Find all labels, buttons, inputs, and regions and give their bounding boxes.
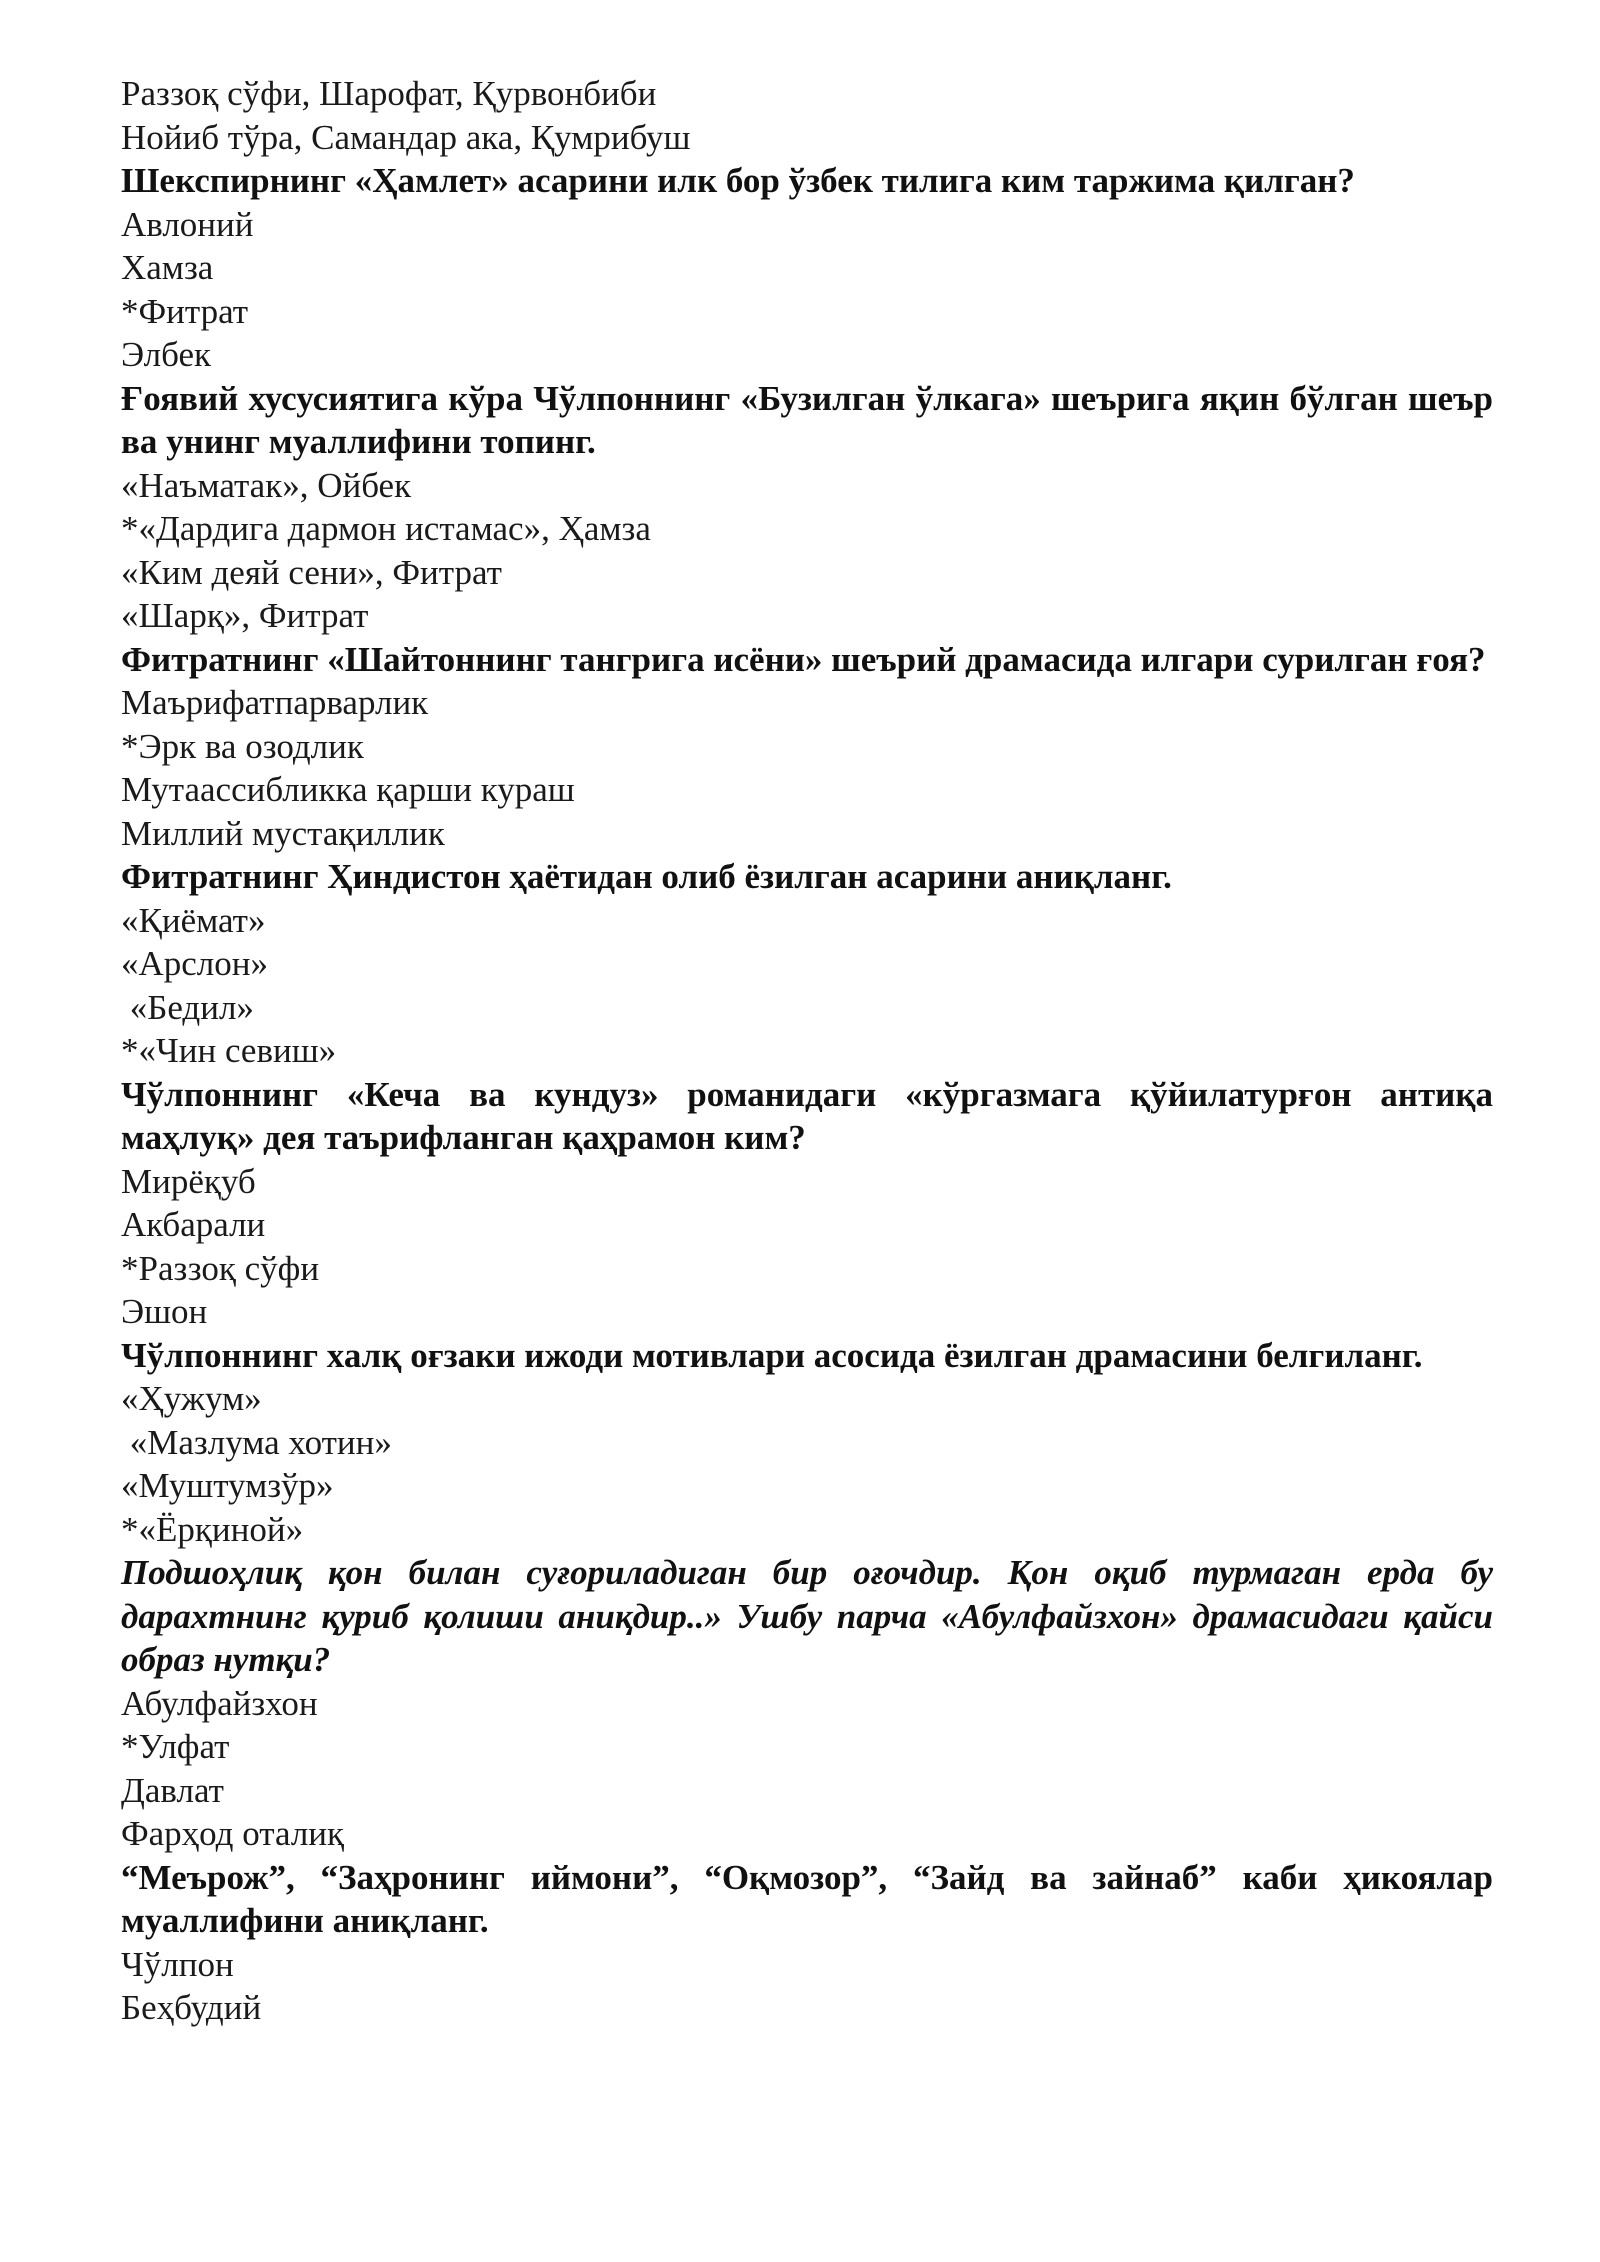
answer-option: Абулфайзхон <box>121 1683 318 1723</box>
answer-option-correct: *«Дардига дармон истамас», Ҳамза <box>121 509 651 548</box>
answer-option-correct: *«Ёрқиной» <box>121 1509 304 1549</box>
document-page <box>121 72 1493 2030</box>
question-text: Фитратнинг «Шайтоннинг тангрига исёни» шеърий драмасида илгари сурилган ғоя? <box>121 639 1486 679</box>
answer-option: Чўлпон <box>121 1944 234 1984</box>
question-text: Чўлпоннинг халқ оғзаки ижоди мотивлари асосида ёзилган драмасини белгиланг. <box>121 1335 1423 1375</box>
question-block <box>121 1551 1493 1856</box>
answer-option: Давлат <box>121 1770 224 1810</box>
question-text: Чўлпоннинг «Кеча ва кундуз» романидаги «кўргазмага қўйилатурғон антиқа маҳлуқ» дея таърифланган қаҳрамон ким? <box>121 1074 1493 1157</box>
question-text: “Меърож”, “Заҳронинг иймони”, “Оқмозор”, “Зайд ва зайнаб” каби ҳикоялар муаллифини аниқланг. <box>121 1857 1493 1940</box>
answer-option-correct: *Улфат <box>121 1727 230 1766</box>
question-block <box>121 855 1493 1073</box>
answer-option: «Қиёмат» <box>121 900 266 940</box>
answer-option: Беҳбудий <box>121 1988 262 2027</box>
answer-option: Мутаассибликка қарши кураш <box>121 770 575 809</box>
answer-option: Фарҳод оталиқ <box>121 1814 345 1853</box>
question-text: Ғоявий хусусиятига кўра Чўлпоннинг «Бузилган ўлкага» шеърига яқин бўлган шеър ва унинг муаллифини топинг. <box>121 378 1493 461</box>
answer-option-correct: *Эрк ва озодлик <box>121 726 364 766</box>
answer-option: «Арслон» <box>121 944 269 983</box>
answer-option: Хамза <box>121 248 214 287</box>
answer-option: Авлоний <box>121 204 254 244</box>
question-text: Подшоҳлиқ қон билан суғориладиган бир оғочдир. Қон оқиб турмаган ерда бу дарахтнинг қуриб қолиши аниқдир..» Ушбу парча «Абулфайзхон» драмасидаги қайси образ нутқи? <box>121 1553 1493 1679</box>
answer-line: Раззоқ сўфи, Шарофат, Қурвонбиби <box>121 74 657 113</box>
question-block <box>121 377 1493 638</box>
answer-option: Элбек <box>121 335 211 374</box>
question-block <box>121 1334 1493 1552</box>
question-text: Фитратнинг Ҳиндистон ҳаётидан олиб ёзилган асарини аниқланг. <box>121 857 1172 896</box>
answer-option-correct: *Фитрат <box>121 291 249 331</box>
answer-option-correct: *«Чин севиш» <box>121 1031 337 1070</box>
answer-option: Маърифатпарварлик <box>121 683 429 722</box>
question-block <box>121 1073 1493 1334</box>
answer-option: «Муштумзўр» <box>121 1466 334 1505</box>
answer-option: «Наъматак», Ойбек <box>121 465 412 505</box>
answer-option: «Бедил» <box>121 987 254 1027</box>
answer-option: Акбарали <box>121 1205 266 1244</box>
answer-line: Нойиб тўра, Самандар ака, Қумрибуш <box>121 117 691 157</box>
answer-option: Эшон <box>121 1292 208 1331</box>
answer-option: «Мазлума хотин» <box>121 1422 392 1462</box>
question-block <box>121 638 1493 856</box>
answer-option: Мирёқуб <box>121 1161 256 1201</box>
answer-option: «Ким деяй сени», Фитрат <box>121 552 502 592</box>
answer-option: «Ҳужум» <box>121 1379 262 1418</box>
answer-option: Миллий мустақиллик <box>121 813 445 853</box>
answer-option: «Шарқ», Фитрат <box>121 596 369 635</box>
question-text: Шекспирнинг «Ҳамлет» асарини илк бор ўзбек тилига ким таржима қилган? <box>121 161 1355 200</box>
question-block <box>121 159 1493 377</box>
answer-option-correct: *Раззоқ сўфи <box>121 1248 320 1288</box>
question-block <box>121 1856 1493 2030</box>
